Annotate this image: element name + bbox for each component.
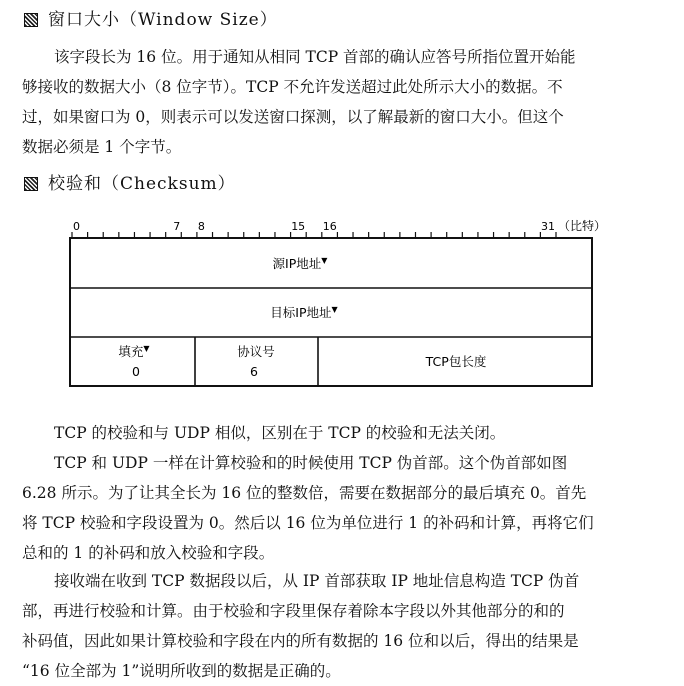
- paragraph-line: 部，再进行校验和计算。由于校验和字段里保存着除本字段以外其他部分的和的: [22, 602, 565, 620]
- paragraph-line: 6.28 所示。为了让其全长为 16 位的整数倍，需要在数据部分的最后填充 0。首先: [22, 484, 587, 502]
- bit-label: 31: [541, 220, 555, 233]
- paragraph-line: 数据必须是 1 个字节。: [22, 138, 182, 156]
- bit-label: 7: [173, 220, 181, 233]
- checksum-paragraph-1: [22, 418, 670, 448]
- tcp-length-label: TCP包长度: [425, 354, 487, 369]
- paragraph-line: 总和的 1 的补码和放入校验和字段。: [22, 544, 275, 562]
- paragraph-line: TCP 和 UDP 一样在计算校验和的时候使用 TCP 伪首部。这个伪首部如图: [54, 454, 568, 472]
- bit-label: 0: [73, 220, 80, 233]
- paragraph-line: 将 TCP 校验和字段设置为 0。然后以 16 位为单位进行 1 的补码和计算，再将它们: [22, 514, 594, 532]
- source-ip-label: 源IP地址▼: [272, 256, 328, 271]
- fill-value: 0: [132, 364, 140, 379]
- bit-label: 8: [197, 220, 205, 233]
- protocol-label: 协议号: [237, 344, 275, 359]
- fill-label: 填充▼: [118, 344, 150, 359]
- checksum-heading-text: 校验和（Checksum）: [48, 174, 236, 194]
- bit-label: 16: [322, 220, 337, 233]
- bit-unit-label: （比特）: [558, 219, 607, 233]
- checksum-paragraph-2: [22, 448, 670, 568]
- dest-ip-label: 目标IP地址▼: [270, 305, 338, 320]
- paragraph-line: 该字段长为 16 位。用于通知从相同 TCP 首部的确认应答号所指位置开始能: [54, 48, 576, 66]
- paragraph-line: 接收端在收到 TCP 数据段以后，从 IP 首部获取 IP 地址信息构造 TCP 伪首: [54, 572, 580, 590]
- bit-label: 15: [291, 220, 306, 233]
- paragraph-line: 过，如果窗口为 0，则表示可以发送窗口探测，以了解最新的窗口大小。但这个: [22, 108, 564, 126]
- window-size-heading-text: 窗口大小（Window Size）: [48, 10, 278, 30]
- protocol-value: 6: [250, 364, 258, 379]
- paragraph-line: 补码值，因此如果计算校验和字段在内的所有数据的 16 位和以后，得出的结果是: [22, 632, 579, 650]
- paragraph-line: 够接收的数据大小（8 位字节）。TCP 不允许发送超过此处所示大小的数据。不: [22, 78, 563, 96]
- paragraph-line: TCP 的校验和与 UDP 相似，区别在于 TCP 的校验和无法关闭。: [54, 424, 506, 442]
- paragraph-line: “16 位全部为 1”说明所收到的数据是正确的。: [22, 662, 341, 680]
- checksum-paragraph-3: [22, 566, 670, 686]
- bit-ruler: [72, 218, 606, 238]
